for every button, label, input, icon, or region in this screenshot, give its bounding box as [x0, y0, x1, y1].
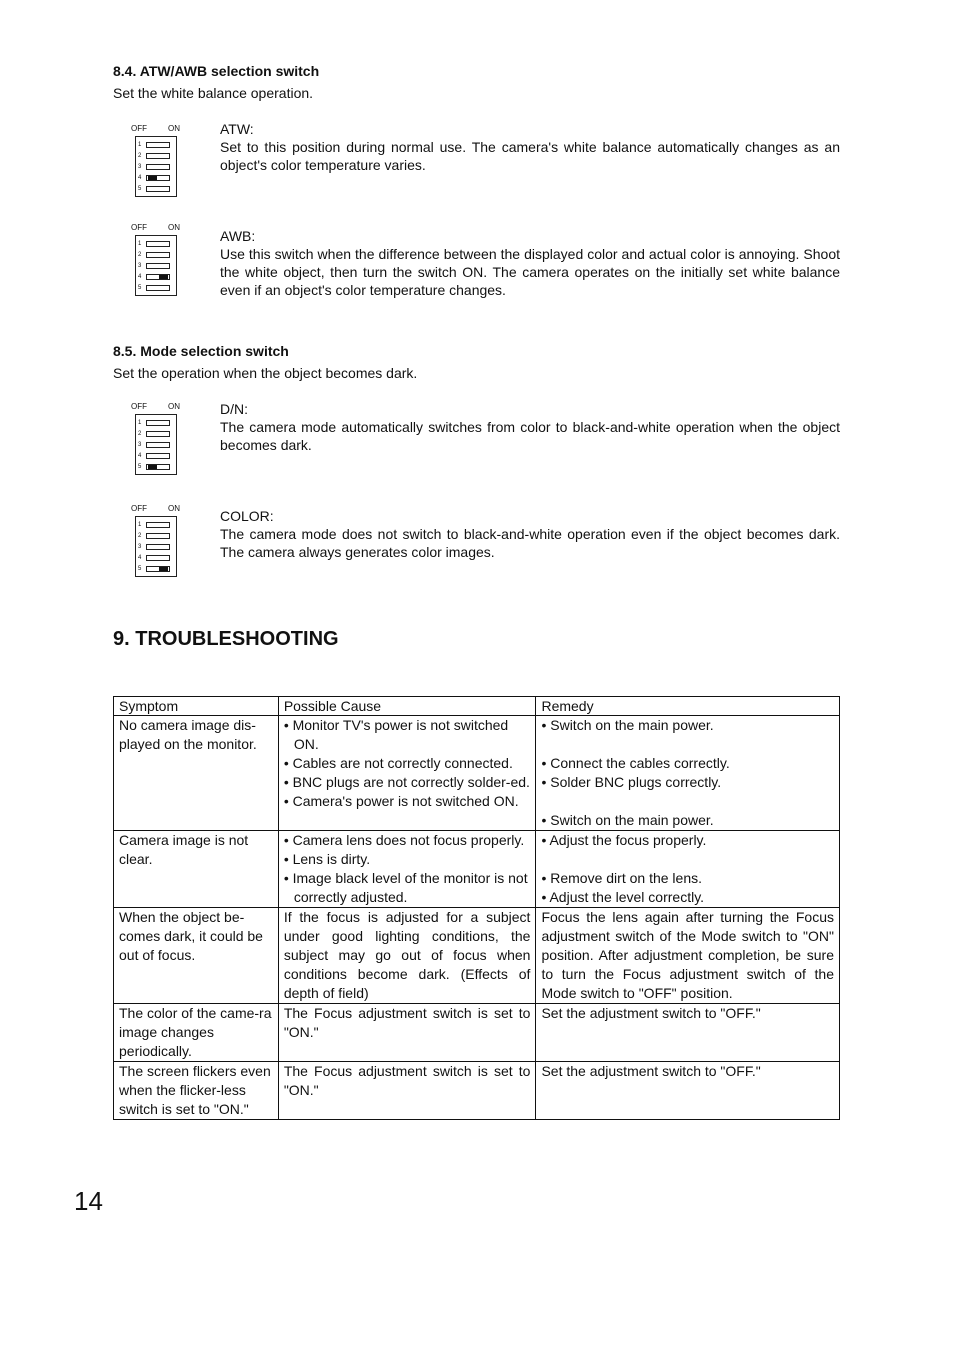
cause-line: • Lens is dirty.	[283, 851, 371, 867]
cause-line: • Camera's power is not switched ON.	[283, 793, 519, 809]
dn-text: The camera mode automatically switches from color to black-and-white operation when the object becomes dark.	[220, 419, 840, 453]
off-label: OFF	[131, 402, 147, 411]
cause-line: • BNC plugs are not correctly solder-ed.	[283, 774, 530, 790]
switch-housing	[135, 516, 177, 577]
cause-cell	[278, 1062, 536, 1120]
page-number: 14	[74, 1186, 103, 1216]
remedy-line: Set the adjustment switch to "OFF."	[541, 1005, 761, 1021]
header-symptom: Symptom	[114, 697, 279, 716]
cause-line: • Monitor TV's power is not switched ON.	[283, 717, 509, 752]
table-header-row	[114, 697, 840, 716]
switch-slot	[146, 522, 170, 528]
symptom-cell: No camera image dis-played on the monitor.	[114, 716, 279, 831]
atw-text: Set to this position during normal use. The camera's white balance automatically changes as an object's color temperature varies.	[220, 139, 840, 173]
awb-text: Use this switch when the difference between the displayed color and actual color is annoying. Shoot the white object, then turn the switch ON. The camera operates on the initially set white balance even if an object's color temperature changes.	[220, 246, 840, 298]
switch-number: 1	[138, 142, 142, 148]
atw-description	[220, 120, 840, 174]
table-row	[114, 1062, 840, 1120]
switch-lever	[148, 465, 157, 469]
remedy-cell	[536, 831, 840, 908]
atw-title: ATW:	[220, 121, 254, 137]
switch-slot	[146, 164, 170, 170]
switch-row	[138, 532, 174, 541]
switch-row	[138, 452, 174, 461]
switch-slot	[146, 175, 170, 181]
on-label: ON	[168, 124, 180, 133]
cause-line: • Cables are not correctly connected.	[283, 755, 513, 771]
off-label: OFF	[131, 504, 147, 513]
cause-cell	[278, 831, 536, 908]
switch-row	[138, 463, 174, 472]
remedy-cell	[536, 1004, 840, 1062]
section-heading-mode: 8.5. Mode selection switch	[113, 343, 289, 359]
switch-row	[138, 185, 174, 194]
switch-slot	[146, 285, 170, 291]
on-label: ON	[168, 504, 180, 513]
switch-row	[138, 262, 174, 271]
switch-slot	[146, 186, 170, 192]
color-title: COLOR:	[220, 508, 274, 524]
remedy-line: • Connect the cables correctly.	[541, 755, 730, 771]
switch-number: 3	[138, 164, 142, 170]
color-text: The camera mode does not switch to black-and-white operation even if the object becomes dark. The camera always generates color images.	[220, 526, 840, 560]
cause-line: The Focus adjustment switch is set to "ON."	[283, 1063, 531, 1098]
cause-line: • Camera lens does not focus properly.	[283, 832, 525, 848]
switch-row	[138, 565, 174, 574]
remedy-line	[541, 792, 834, 811]
switch-number: 1	[138, 522, 142, 528]
symptom-cell: The color of the came-ra image changes periodically.	[114, 1004, 279, 1062]
symptom-cell: Camera image is not clear.	[114, 831, 279, 908]
switch-row	[138, 141, 174, 150]
remedy-line: • Switch on the main power.	[541, 812, 714, 828]
switch-slot	[146, 533, 170, 539]
section-intro-atw-awb: Set the white balance operation.	[113, 85, 314, 101]
switch-slot	[146, 263, 170, 269]
cause-line: The Focus adjustment switch is set to "ON."	[283, 1005, 531, 1040]
switch-row	[138, 554, 174, 563]
header-possible-cause: Possible Cause	[278, 697, 536, 716]
dn-title: D/N:	[220, 401, 248, 417]
section-heading-troubleshooting: 9. TROUBLESHOOTING	[113, 628, 339, 650]
switch-row	[138, 543, 174, 552]
switch-number: 4	[138, 175, 142, 181]
switch-row	[138, 273, 174, 282]
switch-number: 2	[138, 153, 142, 159]
table-row	[114, 716, 840, 831]
remedy-line	[541, 735, 834, 754]
switch-number: 2	[138, 533, 142, 539]
awb-description	[220, 227, 840, 299]
switch-housing	[135, 235, 177, 296]
switch-row	[138, 419, 174, 428]
header-remedy: Remedy	[536, 697, 840, 716]
switch-number: 1	[138, 420, 142, 426]
table-row	[114, 1004, 840, 1062]
switch-number: 3	[138, 442, 142, 448]
switch-number: 3	[138, 263, 142, 269]
switch-slot	[146, 464, 170, 470]
remedy-line: Focus the lens again after turning the Focus adjustment switch of the Mode switch to "ON" position. After adjustment completion, be sure to turn the Focus adjustment switch of the Mode switch to "OFF" position.	[541, 909, 834, 1001]
remedy-line: • Adjust the level correctly.	[541, 889, 705, 905]
off-label: OFF	[131, 223, 147, 232]
on-label: ON	[168, 402, 180, 411]
switch-row	[138, 174, 174, 183]
table-row	[114, 908, 840, 1004]
switch-housing	[135, 136, 177, 197]
switch-lever	[148, 176, 157, 180]
switch-number: 4	[138, 453, 142, 459]
remedy-line: • Remove dirt on the lens.	[541, 870, 702, 886]
switch-number: 5	[138, 186, 142, 192]
section-intro-mode: Set the operation when the object becomes dark.	[113, 365, 418, 381]
switch-slot	[146, 252, 170, 258]
remedy-line	[541, 850, 834, 869]
dn-description	[220, 400, 840, 454]
switch-row	[138, 521, 174, 530]
switch-number: 5	[138, 464, 142, 470]
switch-slot	[146, 566, 170, 572]
on-label: ON	[168, 223, 180, 232]
section-heading-atw-awb: 8.4. ATW/AWB selection switch	[113, 63, 320, 79]
troubleshooting-table	[113, 696, 840, 1120]
switch-row	[138, 284, 174, 293]
switch-housing	[135, 414, 177, 475]
switch-slot	[146, 142, 170, 148]
awb-title: AWB:	[220, 228, 256, 244]
cause-cell	[278, 1004, 536, 1062]
switch-number: 3	[138, 544, 142, 550]
switch-slot	[146, 442, 170, 448]
remedy-line: • Switch on the main power.	[541, 717, 714, 733]
switch-number: 5	[138, 285, 142, 291]
switch-lever	[159, 567, 168, 571]
switch-row	[138, 251, 174, 260]
remedy-line: Set the adjustment switch to "OFF."	[541, 1063, 761, 1079]
remedy-cell	[536, 908, 840, 1004]
remedy-line: • Solder BNC plugs correctly.	[541, 774, 722, 790]
switch-slot	[146, 420, 170, 426]
switch-row	[138, 240, 174, 249]
cause-cell	[278, 716, 536, 831]
color-description	[220, 507, 840, 561]
switch-slot	[146, 274, 170, 280]
switch-number: 5	[138, 566, 142, 572]
table-row	[114, 831, 840, 908]
switch-slot	[146, 431, 170, 437]
switch-slot	[146, 153, 170, 159]
cause-line: • Image black level of the monitor is not correctly adjusted.	[283, 870, 528, 905]
symptom-cell: The screen flickers even when the flicker-less switch is set to "ON."	[114, 1062, 279, 1120]
switch-number: 2	[138, 431, 142, 437]
switch-row	[138, 441, 174, 450]
switch-number: 4	[138, 555, 142, 561]
switch-lever	[159, 275, 168, 279]
switch-row	[138, 163, 174, 172]
switch-slot	[146, 453, 170, 459]
switch-number: 4	[138, 274, 142, 280]
remedy-cell	[536, 716, 840, 831]
switch-slot	[146, 241, 170, 247]
cause-cell	[278, 908, 536, 1004]
remedy-cell	[536, 1062, 840, 1120]
remedy-line: • Adjust the focus properly.	[541, 832, 707, 848]
off-label: OFF	[131, 124, 147, 133]
cause-line: If the focus is adjusted for a subject under good lighting conditions, the subject may go out of focus when conditions become dark. (Effects of depth of field)	[283, 909, 531, 1001]
switch-row	[138, 152, 174, 161]
symptom-cell: When the object be-comes dark, it could be out of focus.	[114, 908, 279, 1004]
switch-slot	[146, 555, 170, 561]
switch-number: 2	[138, 252, 142, 258]
switch-row	[138, 430, 174, 439]
switch-number: 1	[138, 241, 142, 247]
switch-slot	[146, 544, 170, 550]
